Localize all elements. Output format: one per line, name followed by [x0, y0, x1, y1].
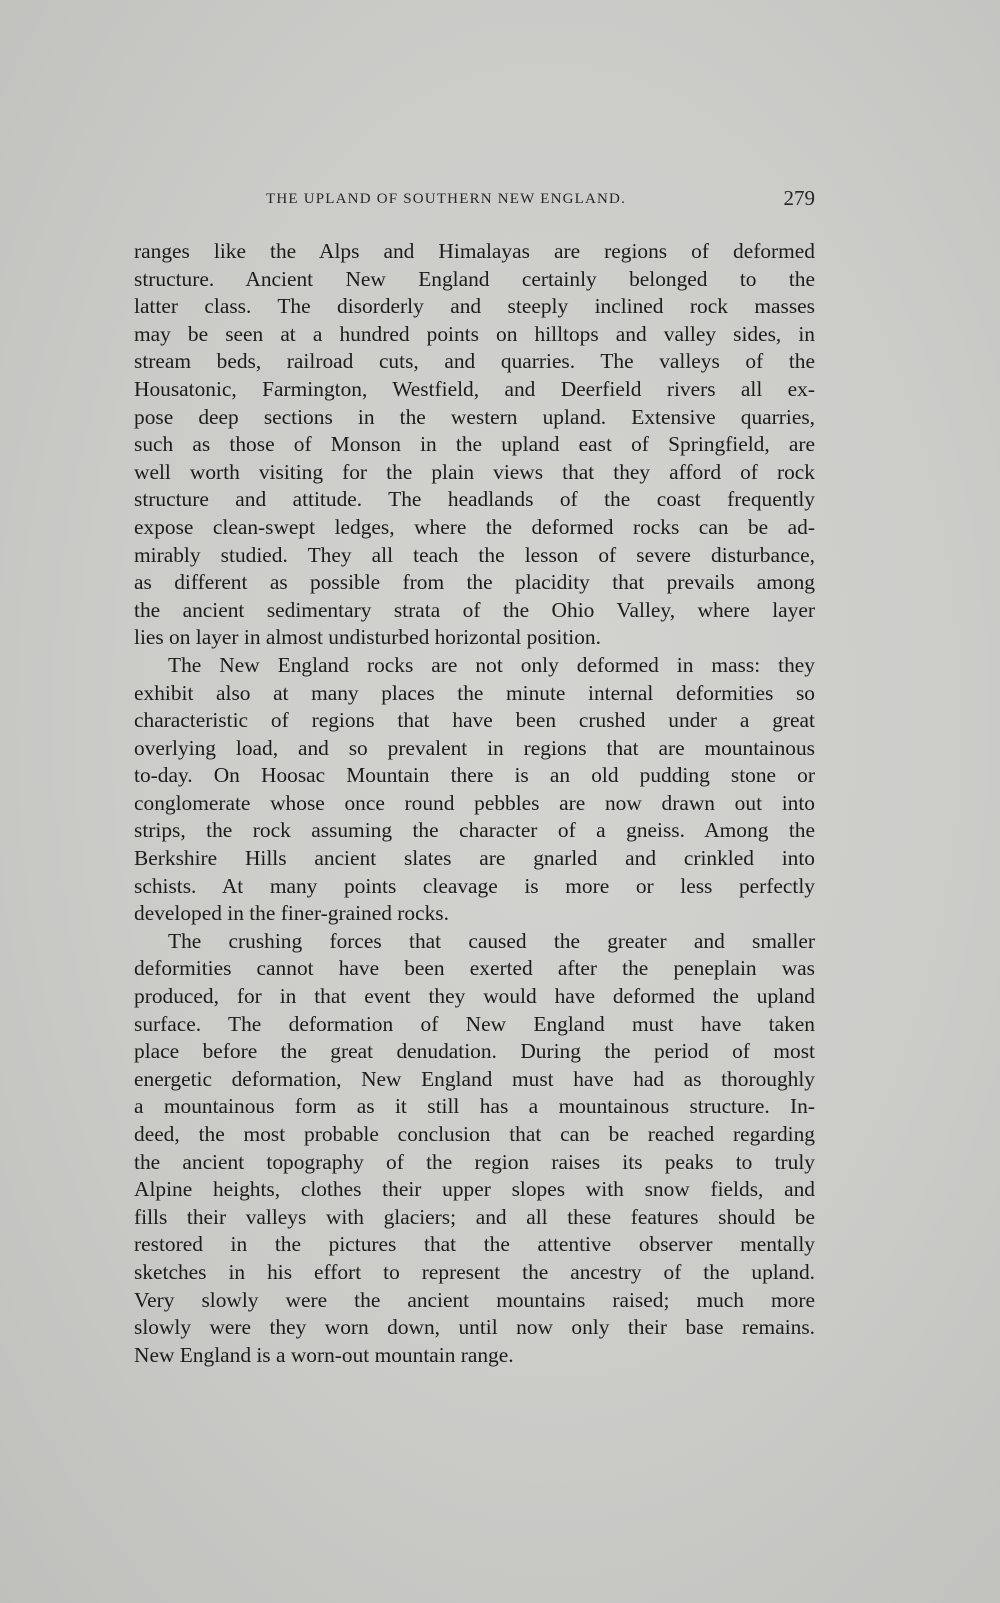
text-line: deed, the most probable conclusion that can be reached regarding [134, 1122, 815, 1146]
text-line: Berkshire Hills ancient slates are gnarled and crinkled into [134, 846, 815, 871]
text-line: exhibit also at many places the minute internal deformities so [134, 680, 815, 705]
text-line: latter class. The disorderly and steeply inclined rock masses [134, 294, 815, 319]
text-line: Alpine heights, clothes their upper slopes with snow fields, and [134, 1177, 815, 1202]
text-line: well worth visiting for the plain views that they afford of rock [134, 459, 815, 484]
text-line: ranges like the Alps and Himalayas are regions of deformed [134, 239, 815, 263]
text-line: lies on layer in almost undisturbed horizontal position. [134, 625, 601, 650]
text-line: conglomerate whose once round pebbles are now drawn out into [134, 790, 815, 815]
text-line: may be seen at a hundred points on hilltops and valley sides, in [134, 321, 815, 346]
text-line: schists. At many points cleavage is more or less perfectly [134, 873, 815, 898]
text-line: expose clean-swept ledges, where the deformed rocks can be ad- [134, 514, 815, 539]
body-text [134, 238, 815, 1369]
text-line: to-day. On Hoosac Mountain there is an old pudding stone or [134, 763, 815, 788]
text-line: sketches in his effort to represent the ancestry of the upland. [134, 1259, 815, 1284]
text-line: surface. The deformation of New England must have taken [134, 1011, 815, 1036]
text-line: overlying load, and so prevalent in regions that are mountainous [134, 735, 815, 760]
running-head-title: THE UPLAND OF SOUTHERN NEW ENGLAND. [266, 191, 627, 207]
text-line: structure and attitude. The headlands of the coast frequently [134, 487, 815, 512]
text-line: deformities cannot have been exerted after the peneplain was [134, 956, 815, 981]
text-line: Very slowly were the ancient mountains raised; much more [134, 1287, 815, 1312]
text-line: The crushing forces that caused the greater and smaller [168, 928, 815, 953]
text-line: as different as possible from the placidity that prevails among [134, 570, 815, 595]
text-line: mirably studied. They all teach the lesson of severe disturbance, [134, 542, 815, 567]
text-line: place before the great denudation. During the period of most [134, 1039, 815, 1064]
text-line: New England is a worn-out mountain range. [134, 1342, 514, 1367]
text-line: stream beds, railroad cuts, and quarries. The valleys of the [134, 349, 815, 374]
text-line: Housatonic, Farmington, Westfield, and Deerfield rivers all ex- [134, 376, 815, 401]
text-line: characteristic of regions that have been crushed under a great [134, 708, 815, 733]
text-line: structure. Ancient New England certainly belonged to the [134, 266, 815, 291]
text-line: fills their valleys with glaciers; and all these features should be [134, 1204, 815, 1229]
text-line: developed in the finer-grained rocks. [134, 901, 449, 926]
text-line: pose deep sections in the western upland. Extensive quarries, [134, 404, 815, 429]
paragraph [134, 238, 815, 652]
text-line: restored in the pictures that the attentive observer mentally [134, 1232, 815, 1257]
text-line: a mountainous form as it still has a mountainous structure. In- [134, 1094, 815, 1119]
paragraph [134, 928, 815, 1370]
text-line: strips, the rock assuming the character of a gneiss. Among the [134, 818, 815, 843]
text-line: The New England rocks are not only deformed in mass: they [168, 652, 815, 677]
running-head [133, 188, 815, 218]
text-line: the ancient topography of the region raises its peaks to truly [134, 1149, 815, 1174]
text-line: the ancient sedimentary strata of the Ohio Valley, where layer [134, 597, 815, 622]
text-line: such as those of Monson in the upland east of Springfield, are [134, 432, 815, 457]
page-number: 279 [783, 186, 815, 210]
paragraph [134, 652, 815, 928]
text-line: produced, for in that event they would have deformed the upland [134, 984, 815, 1009]
text-line: slowly were they worn down, until now only their base remains. [134, 1315, 815, 1340]
text-line: energetic deformation, New England must have had as thoroughly [134, 1066, 815, 1091]
